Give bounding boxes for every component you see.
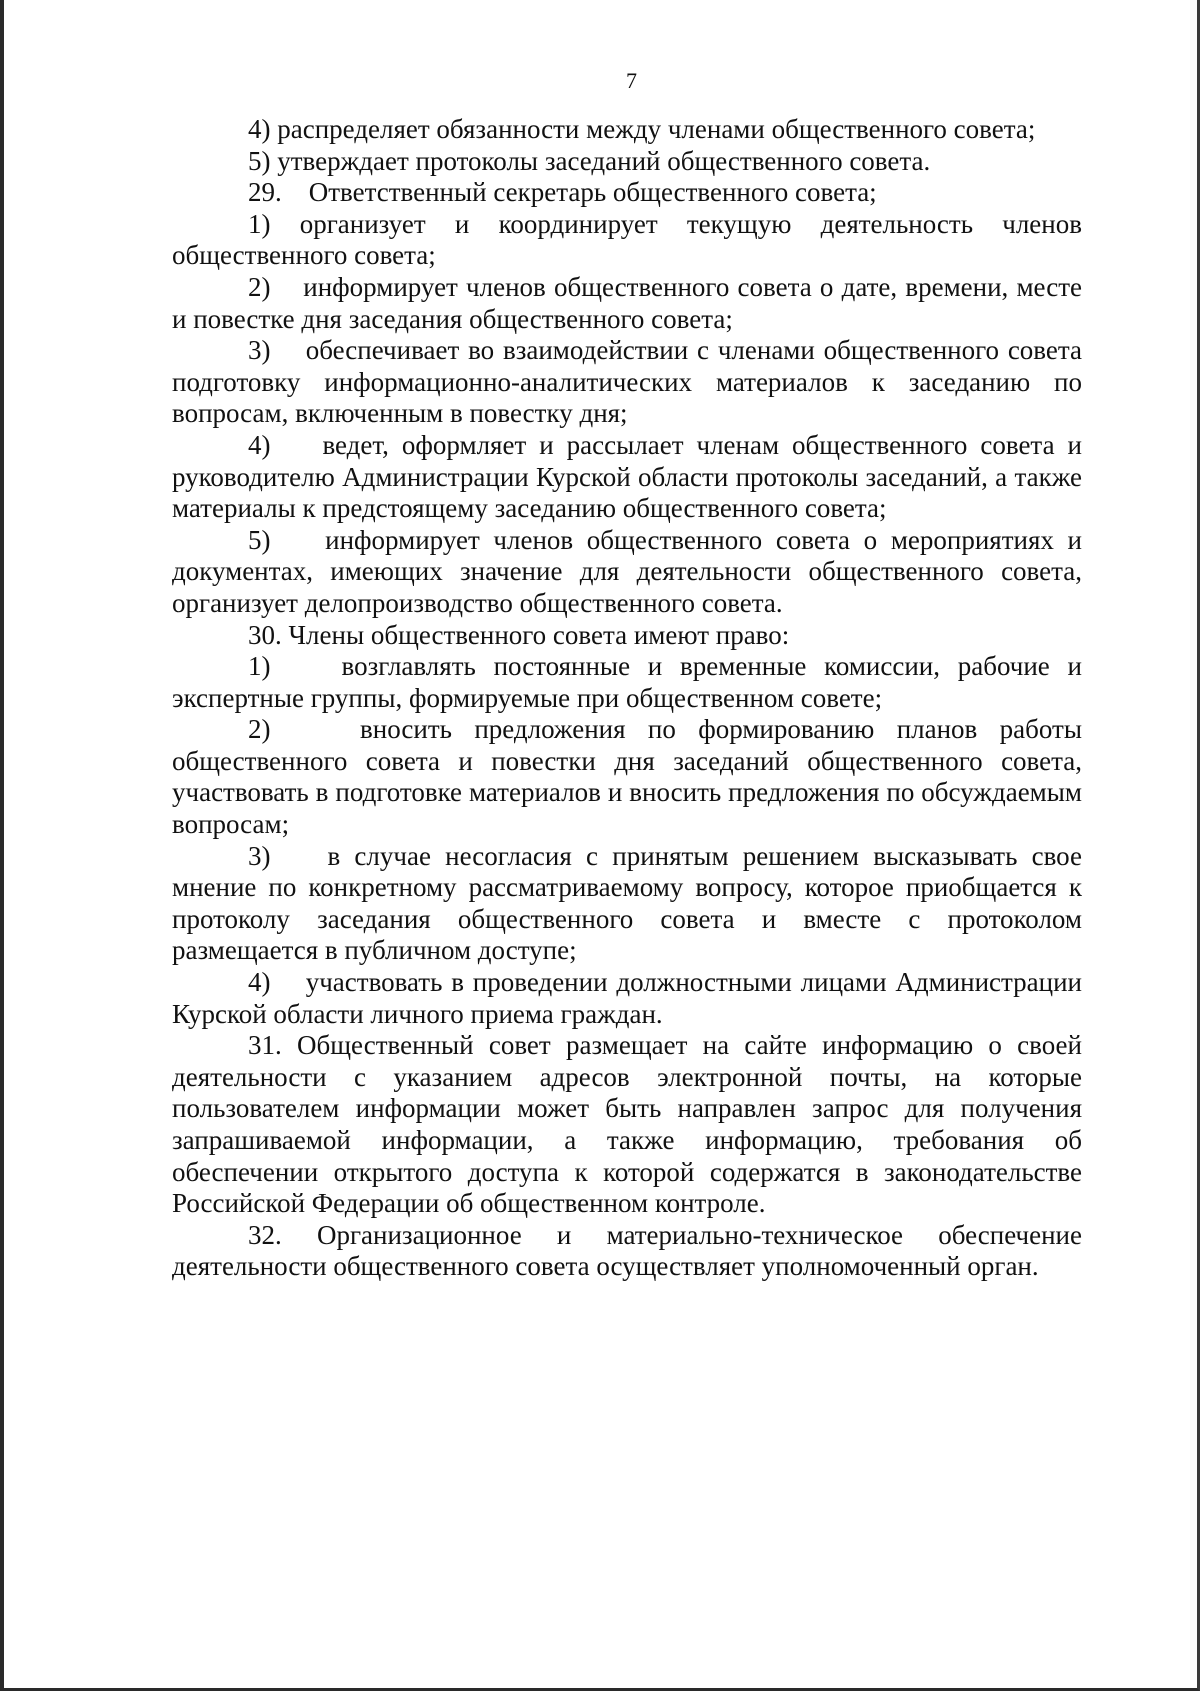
paragraph-31: 31. Общественный совет размещает на сайте информацию о своей деятельности с указанием адресов электронной почты, на которые пользователем информации может быть направлен запрос для получения запрашиваемой информации, а также информацию, требования об обеспечении открытого доступа к которой содержатся в законодательстве Российской Федерации об общественном контроле. [172,1030,1082,1219]
paragraph-29-item-1: 1) организует и координирует текущую деятельность членов общественного совета; [172,208,1082,271]
paragraph-30-heading: 30. Члены общественного совета имеют право: [248,619,790,650]
paragraph-30-item-2: 2) вносить предложения по формированию планов работы общественного совета и повестки дня заседаний общественного совета, участвовать в подготовке материалов и вносить предложения по обсуждаемым вопросам; [172,714,1089,840]
paragraph-30-item-3: 3) в случае несогласия с принятым решением высказывать свое мнение по конкретному рассматриваемому вопросу, которое приобщается к протоколу заседания общественного совета и вместе с протоколом размещается в публичном доступе; [172,840,1089,966]
paragraph-29-heading: 29. Ответственный секретарь общественного совета; [248,177,877,208]
paragraph-29-item-5: 5) информирует членов общественного совета о мероприятиях и документах, имеющих значение для деятельности общественного совета, организует делопроизводство общественного совета. [172,524,1089,618]
paragraph-item-5: 5) утверждает протоколы заседаний общественного совета. [248,145,931,176]
document-body [172,114,1089,1283]
paragraph-30-item-1: 1) возглавлять постоянные и временные комиссии, рабочие и экспертные группы, формируемые при общественном совете; [172,651,1089,713]
paragraph-29-item-4: 4) ведет, оформляет и рассылает членам общественного совета и руководителю Администрации Курской области протоколы заседаний, а также материалы к предстоящему заседанию общественного совета; [172,429,1089,524]
paragraph-29-item-3: 3) обеспечивает во взаимодействии с членами общественного совета подготовку информационно-аналитических материалов к заседанию по вопросам, включенным в повестку дня; [172,335,1089,429]
page-number: 7 [626,68,637,93]
paragraph-29-item-2: 2) информирует членов общественного совета о дате, времени, месте и повестке дня заседания общественного совета; [172,271,1089,334]
paragraph-32: 32. Организационное и материально-техническое обеспечение деятельности общественного совета осуществляет уполномоченный орган. [172,1219,1082,1282]
paragraph-item-4: 4) распределяет обязанности между членами общественного совета; [248,114,1036,144]
paragraph-30-item-4: 4) участвовать в проведении должностными лицами Администрации Курской области личного приема граждан. [172,967,1089,1029]
